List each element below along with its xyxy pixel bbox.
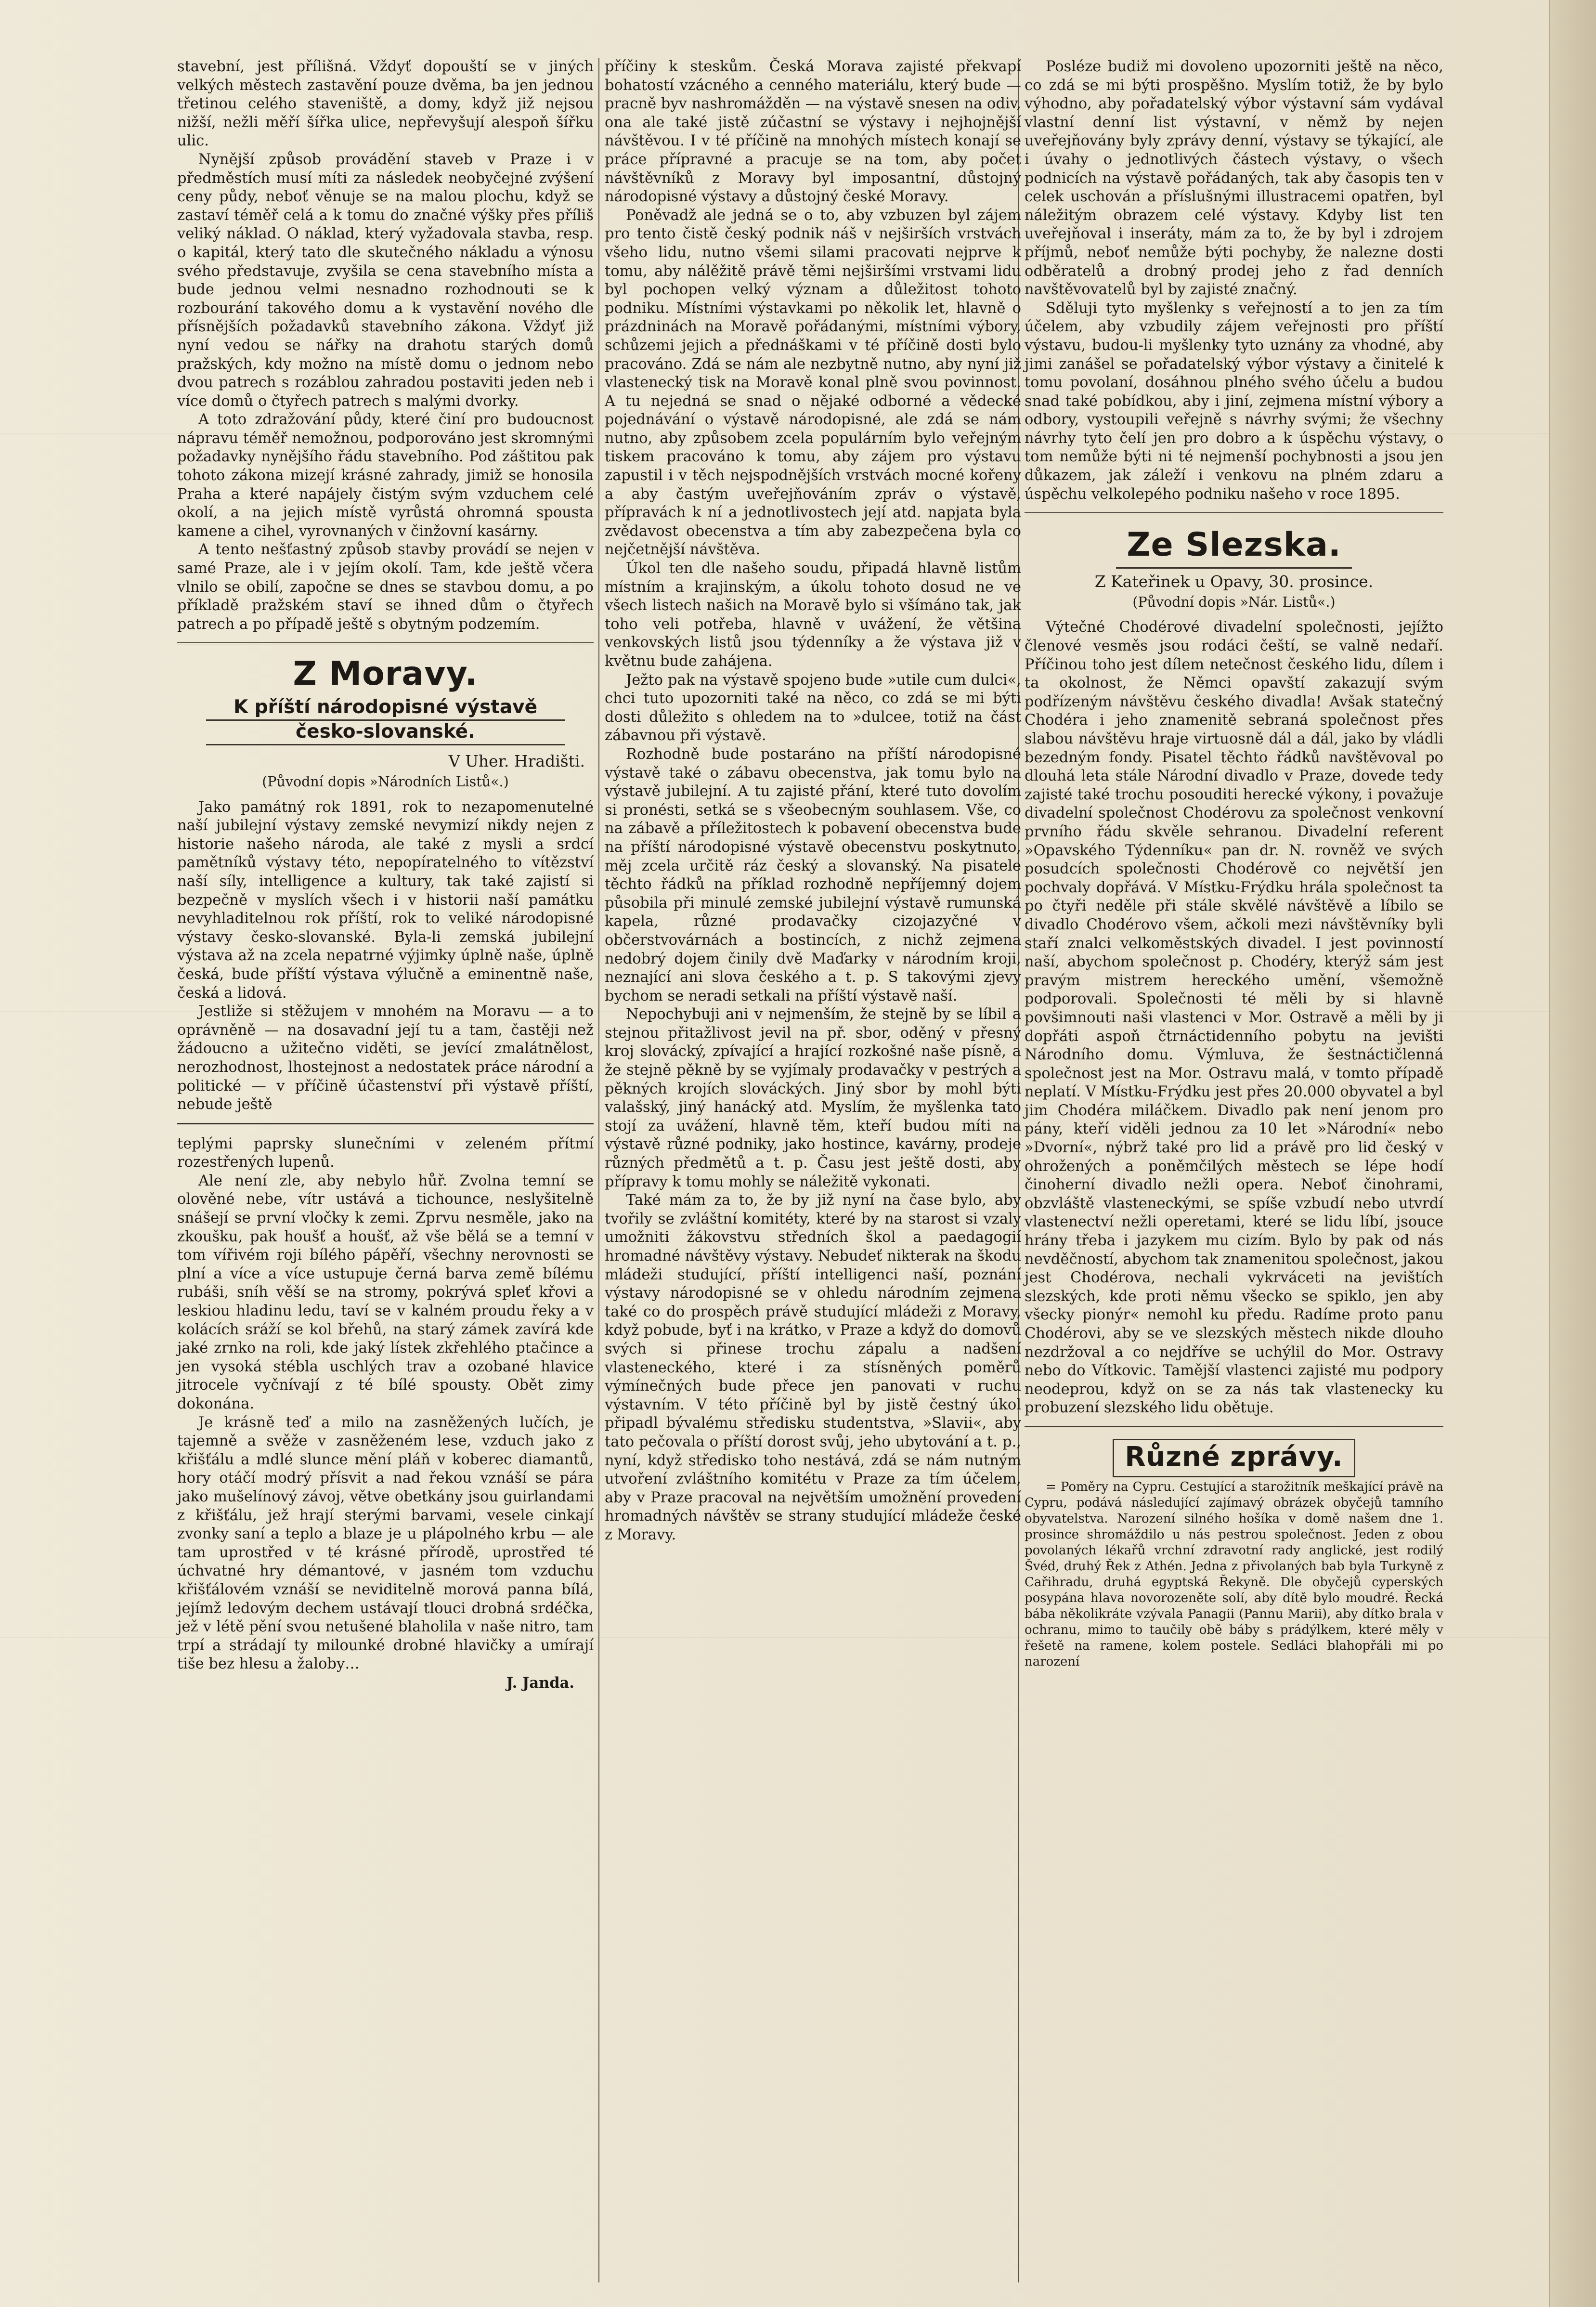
headline-line-1: K příští národopisné výstavě: [206, 696, 565, 721]
article-paragraph: A tento nešťastný způsob stavby provádí se nejen v samé Praze, ale i v jejím okolí. Tam, kde ještě včera vlnilo se obilí, započne se dnes se stavbou domu, a po příkladě pražském staví se ihned dům o čtyřech patrech a po případě ještě s obytným podzemím.: [177, 541, 594, 633]
column-rule-1: [598, 58, 599, 2282]
article-paragraph: Výtečné Chodérové divadelní společnosti, jejížto členové vesměs jsou rodáci čeští, se valně nedaří. Příčinou toho jest dílem netečnost českého lidu, dílem i ta okolnost, že Němci opavští zakazují svým podřízeným návštěvu českého divadla! Avšak statečný Chodéra i jeho znamenitě sebraná společnost přes slabou návštěvu hraje virtuosně dál a dál, jako by vládli bezedným fondy. Pisatel těchto řádků navštěvoval po dlouhá leta stále Národní divadlo v Praze, dovede tedy zajisté také trochu posouditi herecké výkony, i považuje divadelní společnost Chodérovu za společnost venkovní prvního řádu skvěle sehranou. Divadelní referent »Opavského Týdenníku« pan dr. N. rovněž ve svých posudcích společnosti Chodérově co největší jen pochvaly dopřává. V Místku-Frýdku hrála společnost ta po čtyři neděle při stále skvělé návštěvě a líbilo se divadlo Chodérovo všem, ačkoli mezi návštěvníky byli staří znalci velkoměstských divadel. I jest povinností naší, abychom společnost p. Chodéry, kterýž sám jest pravým mistrem hereckého umění, všemožně podporovali. Společnosti té měli by si hlavně povšimnouti naši vlastenci v Mor. Ostravě a měli by ji dopřáti aspoň čtrnáctidenního pobytu na jevišti Národního domu. Výmluva, že šestnáctičlenná společnost jest na Mor. Ostravu malá, v tomto případě neplatí. V Místku-Frýdku jest přes 20.000 obyvatel a byl jim Chodéra miláčkem. Divadlo pak není jenom pro pány, kteří viděli jednou za 10 let »Národní« nebo »Dvorní«, nýbrž také pro lid a právě pro lid český v ohrožených a poněmčilých městech se lépe hodí činoherní divadlo nežli opera. Neboť činohrami, obzvláště vlasteneckými, se spíše vzbudí nebo utvrdí vlastenectví nežli operetami, které se lidu líbí, jsouce hrány třeba i jazykem mu cizím. Bylo by pak od nás nevděčností, abychom tak znamenitou společnost, jakou jest Chodérova, nechali vykrváceti na jevištích slezských, kde proti němu všecko se spiklo, jen aby všecky pionýr« nemohl ku předu. Radíme proto panu Chodérovi, aby se ve slezských městech nikde dlouho nezdržoval a co nejdříve se uchýlil do Mor. Ostravy nebo do Vítkovic. Tamější vlastenci zajisté mu podpory neodeprou, když on se za nás tak vlastenecky ku probuzení slezského lidu obětuje.: [1025, 619, 1443, 1417]
feuilleton-divider: [177, 1123, 594, 1124]
article-headline: [177, 696, 594, 745]
headline-line-2: česko-slovanské.: [206, 721, 565, 745]
article-paragraph: Jestliže si stěžujem v mnohém na Moravu — a to oprávněně — na dosavadní její tu a tam, častěji než žádoucno a užitečno viděti, se jevící zmalátnělost, nerozhodnost, lhostejnost a nedostatek práce národní a politické — v příčině účastenství při výstavě příští, nebude ještě: [177, 1003, 594, 1113]
section-divider: [1025, 1426, 1443, 1428]
section-title-news: [1025, 1439, 1443, 1477]
article-paragraph: Rozhodně bude postaráno na příští národopisné výstavě také o zábavu obecenstva, jak tomu bylo na výstavě jubilejní. A tu zajisté přání, které tuto dovolím si pronésti, setká se s všeobecným souhlasem. Vše, co na zábavě a příležitostech k pobavení obecenstva bude na příští národopisné výstavě obecenstvu poskytnuto, měj zcela určitě ráz český a slovanský. Na pisatele těchto řádků na příklad rozhodně nepříjemný dojem působila při minulé zemské jubilejní výstavě rumunská kapela, různé prodavačky cizojazyčné v občerstvovárnách a bostincích, z nichž zejmena nedobrý dojem činily dvě Maďarky v národním kroji, neznající ani slova českého a t. p. S takovými zjevy bychom se neradi setkali na příští výstavě naší.: [605, 745, 1021, 1004]
dateline: V Uher. Hradišti.: [448, 752, 585, 771]
news-item: = Poměry na Cypru. Cestující a starožitník meškající právě na Cypru, podává následující zajímavý obrázek obyčejů tamního obyvatelstva. Narození silného hošíka v domě našem dne 1. prosince shromáždilo u nás pestrou společnost. Jeden z obou povolaných lékařů vrchní zdravotní rady anglické, jest rodilý Švéd, druhý Řek z Athén. Jedna z přivolaných bab byla Turkyně z Cařihradu, druhá egyptská Řekyně. Dle obyčejů cyperských posypána hlava novorozeněte solí, aby dítě bylo moudré. Řecká bába několikráte vzývala Panagii (Pannu Marii), aby dítko brala v ochranu, mimo to taučily obě báby s prádýlkem, které měly v řešetě na ramene, kolem postele. Sedláci blahopřáli mi po narození: [1025, 1479, 1443, 1669]
article-paragraph: stavební, jest přílišná. Vždyť dopouští se v jiných velkých městech zastavění pouze dvěma, ba jen jednou třetinou celého staveniště, a domy, když již nejsou nižší, nežli měří šířka ulice, nepřevyšují alespoň šířku ulic.: [177, 58, 594, 150]
article-paragraph: Nynější způsob provádění staveb v Praze i v předměstích musí míti za následek neobyčejné zvýšení ceny půdy, neboť věnuje se na malou plochu, když se zastaví téměř celá a k tomu do značné výšky přes příliš veliký náklad. O náklad, který vyžadovala stavba, resp. o kapitál, který tato dle skutečného nákladu a výnosu svého představuje, zvyšila se cena stavebního místa a bude jednou velmi nesnadno rozhodnouti se k rozbourání takového domu a k vystavění nového dle přísnějších požadavků stavebního zákona. Vždyť již nyní vedou se nářky na drahotu starých domů pražských, kdy možno na místě domu o jednom nebo dvou patrech s rozáblou zahradou postaviti jeden neb i více domů o čtyřech patrech s malými dvorky.: [177, 151, 594, 410]
article-paragraph: Nepochybuji ani v nejmenším, že stejně by se líbil a stejnou přitažlivost jevil na př. sbor, oděný v přesný kroj slovácký, zpívající a hrající rozkošné naše písně, a že stejně pěkně by se vyjímaly prodavačky v pestrých a pěkných krojích slováckých. Jiný sbor by mohl býti valašský, jiný hanácký atd. Myslím, že myšlenka tato stojí za uvážení, hlavně těm, kteří budou míti na výstavě různé podniky, jako hostince, kavárny, prodeje různých předmětů a t. p. Času jest ještě dosti, aby přípravy k tomu mohly se náležitě vykonati.: [605, 1006, 1021, 1190]
section-title-silesia: [1025, 525, 1443, 569]
section-title-text: Ze Slezska.: [1116, 525, 1352, 569]
column-2: [605, 58, 1021, 1545]
article-paragraph: příčiny k steskům. Česká Morava zajisté překvapí bohatostí vzácného a cenného materiálu, který bude — pracně byv nashromážděn — na výstavě snesen na odiv, ona ale také jistě zúčastní se výstavy i nejhojnější návštěvou. I v té příčině na mnohých místech konají se práce přípravné a pracuje se na tom, aby počet návštěvníků z Moravy byl imposantní, důstojný národopisné výstavy a důstojný české Moravy.: [605, 58, 1021, 206]
article-paragraph: Posléze budiž mi dovoleno upozorniti ještě na něco, co zdá se mi býti prospěšno. Myslím totiž, že by bylo výhodno, aby pořadatelský výbor výstavní sám vydával vlastní denní list výstavní, v němž by nejen uveřejňovány byly zprávy denní, výstavy se týkající, ale i úvahy o jednotlivých částech výstavy, o všech podnicích na výstavě pořádaných, tak aby časopis ten v celek uschován a příslušnými illustracemi opatřen, byl náležitým obrazem celé výstavy. Kdyby list ten uveřejňoval i inseráty, mám za to, že by byl i zdrojem příjmů, neboť nemůže býti pochyby, že nalezne dosti odběratelů a drobný prodej jeho z řad denních navštěvovatelů byl by zajisté značný.: [1025, 58, 1443, 299]
dateline: Z Kateřinek u Opavy, 30. prosince.: [1094, 572, 1374, 591]
article-paragraph: Ježto pak na výstavě spojeno bude »utile cum dulci«, chci tuto upozorniti také na něco, co zdá se mi býti dosti důležito s ohledem na to »dulcee, totiž na část zábavnou při výstavě.: [605, 671, 1021, 744]
section-divider: [1025, 512, 1443, 514]
feuilleton-paragraph: Je krásně teď a milo na zasněžených lučích, je tajemně a svěže v zasněženém lese, vzduch jako z křišťálu a mdlé slunce mění pláň v koberec diamantů, hory otáčí modrý přísvit a nad řekou vznáší se pára jako mušelínový závoj, větve obetkány jsou guirlandami z křišťálu, jež hrají sterými barvami, vesele cinkají zvonky saní a teplo a blaze je u plápolného krbu — ale tam uprostřed v té krásné přírodě, uprostřed té úchvatné hry démantové, v jasném tom vzduchu křišťálovém vznáší se neviditelně morová panna bílá, jejímž ledovým dechem ustávají tlouci drobná srdéčka, jež v létě pění svou netušené blaholila v naše nitro, tam trpí a strádají ty milounké drobné hlavičky a umírají tiše bez hlesu a žaloby…: [177, 1414, 594, 1673]
article-paragraph: Jako památný rok 1891, rok to nezapomenutelné naší jubilejní výstavy zemské nevymizí nikdy nejen z historie našeho národa, ale také z mysli a srdcí pamětníků výstavy této, nepopíratelného to vítězství naší síly, intelligence a kultury, tak také zajistí si bezpečně v myslích všech i v historii naší památku nevyhladitelnou rok příští, rok to veliké národopisné výstavy česko-slovanské. Byla-li zemská jubilejní výstava až na zcela nepatrné výjimky úplně naše, úplně česká, bude příští výstava výlučně a eminentně naše, česká a lidová.: [177, 798, 594, 1002]
source-note: (Původní dopis »Národních Listů«.): [262, 774, 509, 790]
column-3: [1025, 58, 1443, 1670]
article-paragraph: Sděluji tyto myšlenky s veřejností a to jen za tím účelem, aby vzbudily zájem veřejnosti pro příští výstavu, budou-li myšlenky tyto uznány za vhodné, aby jimi zanášel se pořadatelský výbor výstavy a činitelé k tomu povolaní, dosáhnou plného svého účelu a budou snad také pobídkou, aby i jiní, zejmena místní výbory a odbory, vystoupili veřejně s návrhy svými; že všechny návrhy tyto čelí jen pro dobro a k úspěchu výstavy, o tom nemůže býti ni té nejmenší pochybnosti a jsou jen důkazem, jak záleží i venkovu na plném zdaru a úspěchu velkolepého podniku našeho v roce 1895.: [1025, 300, 1443, 503]
source-note: (Původní dopis »Nár. Listů«.): [1132, 594, 1336, 610]
section-title-text: Různé zprávy.: [1113, 1439, 1355, 1477]
article-paragraph: Také mám za to, že by již nyní na čase bylo, aby tvořily se zvláštní komitéty, které by na starost si vzaly umožniti žákovstvu středních škol a paedagogií hromadné návštěvy výstavy. Nebudeť nikterak na škodu mládeži studující, příští intelligenci naší, poznání výstavy národopisné se v ohledu národním zejmena také co do prospěch právě studující mládeži z Moravy, když pobude, byť i na krátko, v Praze a když do domovů svých si přinese trochu zápalu a nadšení vlasteneckého, které i za stísněných poměrů výmínečných bude přece jen panovati v ruchu výstavním. V této příčině byl by jistě čestný úkol připadl bývalému středisku studentstva, »Slavii«, aby tato pečovala o příští dorost svůj, jeho ubytování a t. p., nyní, když středisko toho nestává, zdá se nám nutným utvoření zvláštního komitétu v Praze za tím účelem, aby v Praze pracoval na největším umožnění provedení hromadných návštěv se strany studující mládeže české z Moravy.: [605, 1192, 1021, 1543]
article-paragraph: A toto zdražování půdy, které činí pro budoucnost nápravu téměř nemožnou, podporováno jest skromnými požadavky nynějšího řádu stavebního. Pod záštitou pak tohoto zákona mizejí krásné zahrady, jimiž se honosila Praha a které napájely čistým svým vzduchem celé okolí, a na jejich místě vyrůstá ohromná spousta kamene a cihel, vyrovnaných v činžovní kasárny.: [177, 411, 594, 540]
author-signature: J. Janda.: [506, 1674, 574, 1692]
feuilleton-paragraph: Ale není zle, aby nebylo hůř. Zvolna temní se olověné nebe, vítr ustává a tichounce, neslyšitelně snášejí se první vločky k zemi. Zprvu nesměle, jako na zkoušku, pak houšť a houšť, až vše bělá se a temní v tom vířivém roji bílého pápěří, všechny nerovnosti se plní a více a více ustupuje černá barva země bílému rubáši, sníh věší se na stromy, pokrývá spleť křovi a leskiou hladinu ledu, taví se v kalném proudu řeky a v kolácích sráží se kol břehů, na starý zámek zavírá kde jaké zrnko na roli, kde jaký lístek zkřehlého ptačince a jen vysoká stébla uschlých trav a ozobané hlavice jitrocele vyčnívají z té bílé spousty. Obět zimy dokonána.: [177, 1172, 594, 1412]
column-1: [177, 58, 594, 1693]
article-paragraph: Úkol ten dle našeho soudu, připadá hlavně listům místním a krajinským, a úkolu tohoto dosud ne ve všech listech našich na Moravě bylo si všímáno tak, jak toho veli potřeba, hlavně v uvážení, že většina venkovských listů jsou týdenníky a že výstava již v květnu bude zahájena.: [605, 560, 1021, 670]
article-paragraph: Poněvadž ale jedná se o to, aby vzbuzen byl zájem pro tento čistě český podnik náš v nejširších vrstvách všeho lidu, nutno všemi silami pracovati nejprve k tomu, aby nálěžitě právě těmi nejširšími vrstvami lidu byl pochopen velký význam a důležitost tohoto podniku. Místními výstavkami po několik let, hlavně o prázdninách na Moravě pořádanými, místními výbory, schůzemi jejich a přednáškami v té příčině dosti bylo pracováno. Zdá se nám ale nezbytně nutno, aby nyní již vlastenecký tisk na Moravě konal plně svou povinnost. A tu nejedná se snad o nějaké odborné a vědecké pojednávání o výstavě národopisné, ale zdá se nám nutno, aby způsobem zcela populárním bylo veřejným tiskem pracováno k tomu, aby zájem pro výstavu zapustil i v těch nejspodnějších vrstvách mocné kořeny a aby častým uveřejňováním zpráv o výstavě, přípravách k ní a jednotlivostech její atd. napjata byla zvědavost obecenstva a tím aby zabezpečena byla co nejčetnější návštěva.: [605, 207, 1021, 559]
feuilleton-paragraph: teplými paprsky slunečními v zeleném přítmí rozestřených lupenů.: [177, 1135, 594, 1171]
page-edge: [1549, 0, 1596, 2307]
section-divider: [177, 642, 594, 644]
section-title-moravia: Z Moravy.: [293, 655, 478, 693]
